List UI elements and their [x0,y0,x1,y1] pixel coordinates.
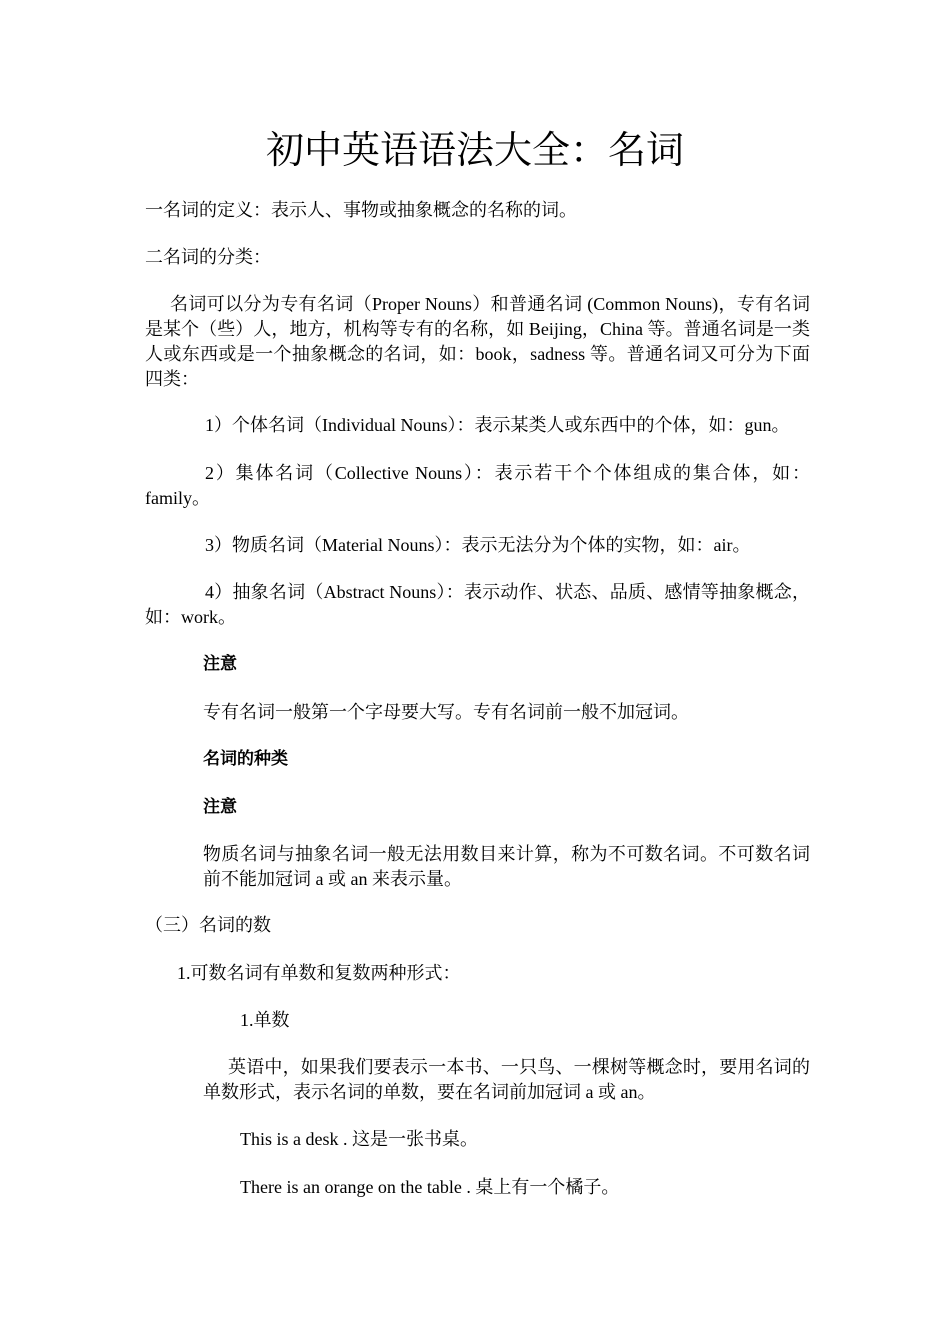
note-heading-2: 注意 [203,797,237,817]
paragraph-material-nouns: 3）物质名词（Material Nouns）：表示无法分为个体的实物，如：air。 [205,535,751,555]
paragraph-classification-body: 名词可以分为专有名词（Proper Nouns）和普通名词 (Common Nouns)，专有名词是某个（些）人，地方，机构等专有的名称，如 Beijing，China 等。普通名词是一类人或东西或是一个抽象概念的名词，如：book，sadness 等。普通名词又可分为下面四类： [145,294,810,389]
example-sentence-1: This is a desk . 这是一张书桌。 [240,1129,478,1149]
paragraph-individual-nouns: 1）个体名词（Individual Nouns）：表示某类人或东西中的个体，如：gun。 [205,415,790,435]
paragraph-singular-explanation: 英语中，如果我们要表示一本书、一只鸟、一棵树等概念时，要用名词的单数形式，表示名词的单数，要在名词前加冠词 a 或 an。 [203,1057,810,1102]
heading-noun-number: （三）名词的数 [145,915,271,935]
paragraph-abstract-nouns: 4）抽象名词（Abstract Nouns）：表示动作、状态、品质、感情等抽象概念，如：work。 [145,582,810,627]
paragraph-uncountable-note: 物质名词与抽象名词一般无法用数目来计算，称为不可数名词。不可数名词前不能加冠词 a 或 an 来表示量。 [203,844,810,889]
paragraph-collective-nouns: 2）集体名词（Collective Nouns）：表示若干个个体组成的集合体，如：family。 [145,463,810,508]
heading-noun-types: 名词的种类 [203,749,288,769]
page-title: 初中英语语法大全：名词 [265,128,684,172]
example-sentence-2: There is an orange on the table . 桌上有一个橘子。 [240,1177,620,1197]
paragraph-classification-heading: 二名词的分类： [145,247,271,267]
paragraph-countable-forms: 1.可数名词有单数和复数两种形式： [177,963,461,983]
paragraph-proper-noun-note: 专有名词一般第一个字母要大写。专有名词前一般不加冠词。 [203,702,689,722]
heading-singular: 1.单数 [240,1010,290,1030]
note-heading-1: 注意 [203,654,237,674]
paragraph-definition: 一名词的定义：表示人、事物或抽象概念的名称的词。 [145,200,577,220]
